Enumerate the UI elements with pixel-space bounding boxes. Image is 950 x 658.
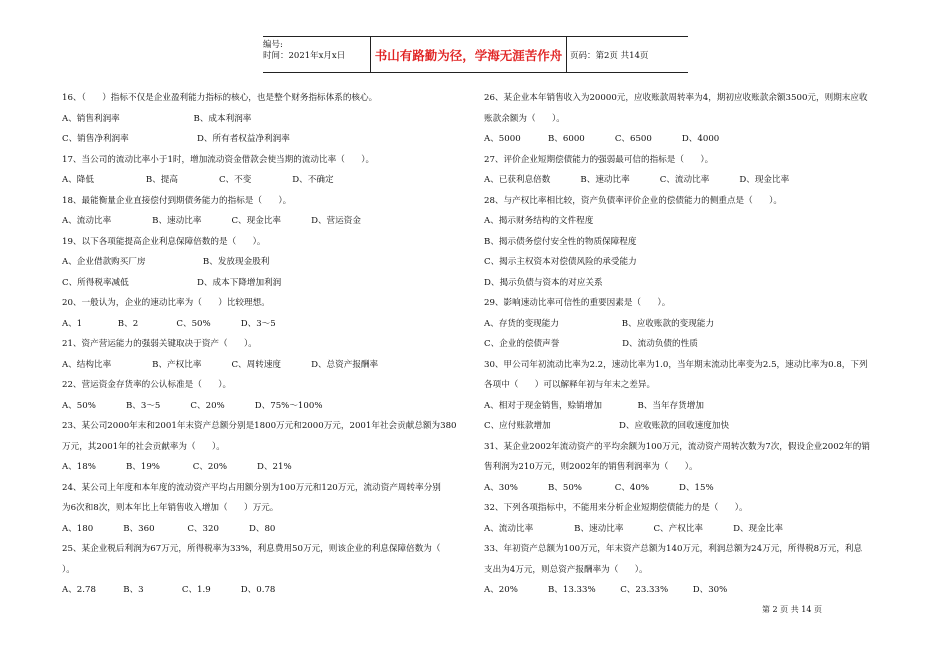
answer-options: A、5000 B、6000 C、6500 D、4000 xyxy=(484,134,720,144)
answer-options: C、揭示主权资本对偿债风险的承受能力 xyxy=(484,257,637,267)
question-line: 售利润为210万元，则2002年的销售利润率为（ ）。 xyxy=(484,462,698,472)
answer-options: A、50% B、3～5 C、20% D、75%～100% xyxy=(62,400,323,411)
question-line: 支出为4万元，则总资产报酬率为（ ）。 xyxy=(484,564,648,575)
question-line: 24、某公司上年度和本年度的流动资产平均占用额分别为100万元和120万元，流动资产周转率分别 xyxy=(62,482,441,493)
answer-options: A、180 B、360 C、320 D、80 xyxy=(62,523,276,534)
question-line: 21、资产营运能力的强弱关键取决于资产（ ）。 xyxy=(62,339,257,349)
question-line: 各项中（ ）可以解释年初与年末之差异。 xyxy=(484,380,656,390)
question-line: 17、当公司的流动比率小于1时，增加流动资金借款会使当期的流动比率（ ）。 xyxy=(62,154,375,165)
question-line: 27、评价企业短期偿债能力的强弱最可信的指标是（ ）。 xyxy=(484,154,714,165)
answer-options: A、结构比率 B、产权比率 C、周转速度 D、总资产报酬率 xyxy=(62,359,379,370)
header-meta xyxy=(263,37,370,72)
header-table xyxy=(263,36,688,73)
answer-options: A、20% B、13.33% C、23.33% D、30% xyxy=(484,585,728,595)
question-line: 为6次和8次，则本年比上年销售收入增加（ ）万元。 xyxy=(62,503,279,513)
question-line: 19、以下各项能提高企业利息保障倍数的是（ ）。 xyxy=(62,236,266,247)
right-column xyxy=(484,92,870,597)
question-line: 账款余额为（ ）。 xyxy=(484,113,565,124)
question-line: 23、某公司2000年末和2001年末资产总额分别是1800万元和2000万元，2001年社会贡献总额为380 xyxy=(62,421,457,431)
answer-options: C、所得税率减低 D、成本下降增加利润 xyxy=(62,277,282,288)
page-label: 页码：第2页 共14页 xyxy=(570,50,649,61)
question-line: ）。 xyxy=(62,564,75,575)
answer-options: C、企业的偿债声誉 D、流动负债的性质 xyxy=(484,339,698,349)
answer-options: A、流动比率 B、速动比率 C、现金比率 D、营运资金 xyxy=(62,216,361,226)
answer-options: C、销售净利润率 D、所有者权益净利润率 xyxy=(62,134,290,144)
answer-options: A、企业借款购买厂房 B、发放现金股利 xyxy=(62,257,270,267)
answer-options: A、流动比率 B、速动比率 C、产权比率 D、现金比率 xyxy=(484,523,783,534)
question-line: 18、最能衡量企业直接偿付到期债务能力的指标是（ ）。 xyxy=(62,195,292,206)
question-line: 29、影响速动比率可信性的重要因素是（ ）。 xyxy=(484,298,671,308)
answer-options: A、揭示财务结构的文件程度 xyxy=(484,216,594,226)
answer-options: A、已获利息倍数 B、速动比率 C、流动比率 D、现金比率 xyxy=(484,175,790,185)
answer-options: A、1 B、2 C、50% D、3～5 xyxy=(62,318,276,329)
question-line: 22、营运资金存货率的公认标准是（ ）。 xyxy=(62,380,232,390)
answer-options: A、30% B、50% C、40% D、15% xyxy=(484,482,714,493)
question-line: 28、与产权比率相比较，资产负债率评价企业的偿债能力的侧重点是（ ）。 xyxy=(484,195,783,206)
answer-options: A、销售利润率 B、成本利润率 xyxy=(62,113,252,124)
question-line: 20、一般认为，企业的速动比率为（ ）比较理想。 xyxy=(62,298,270,308)
answer-options: A、降低 B、提高 C、不变 D、不确定 xyxy=(62,175,334,185)
question-line: 31、某企业2002年流动资产的平均余额为100万元，流动资产周转次数为7次，假设企业2002年的销 xyxy=(484,441,870,452)
question-line: 万元，其2001年的社会贡献率为（ ）。 xyxy=(62,441,225,452)
question-line: 25、某企业税后利润为67万元，所得税率为33%，利息费用50万元，则该企业的利息保障倍数为（ xyxy=(62,544,441,554)
answer-options: A、存货的变现能力 B、应收账款的变现能力 xyxy=(484,318,715,329)
question-line: 16、（ ）指标不仅是企业盈利能力指标的核心，也是整个财务指标体系的核心。 xyxy=(62,93,378,103)
page-footer: 第 2 页 共 14 页 xyxy=(762,605,822,614)
answer-options: C、应付账款增加 D、应收账款的回收速度加快 xyxy=(484,421,730,431)
question-line: 30、甲公司年初流动比率为2.2，速动比率为1.0，当年期末流动比率变为2.5，速动比率为0.8，下列 xyxy=(484,359,868,370)
question-line: 33、年初资产总额为100万元，年末资产总额为140万元，利润总额为24万元，所得税8万元，利息 xyxy=(484,544,863,554)
left-column xyxy=(62,92,457,597)
answer-options: B、揭示债务偿付安全性的物质保障程度 xyxy=(484,236,637,247)
question-line: 26、某企业本年销售收入为20000元，应收账款周转率为4，期初应收账款余额3500元，则期末应收 xyxy=(484,93,868,103)
question-line: 32、下列各项指标中，不能用来分析企业短期偿债能力的是（ ）。 xyxy=(484,503,748,513)
answer-options: A、18% B、19% C、20% D、21% xyxy=(62,462,292,472)
answer-options: A、相对于现金销售，赊销增加 B、当年存货增加 xyxy=(484,400,704,411)
motto: 书山有路勤为径，学海无涯苦作舟 xyxy=(370,37,567,72)
answer-options: D、揭示负债与资本的对应关系 xyxy=(484,277,603,288)
time-label: 时间：2021年x月x日 xyxy=(263,51,346,61)
serial-label: 编号: xyxy=(263,40,283,50)
answer-options: A、2.78 B、3 C、1.9 D、0.78 xyxy=(62,585,276,595)
